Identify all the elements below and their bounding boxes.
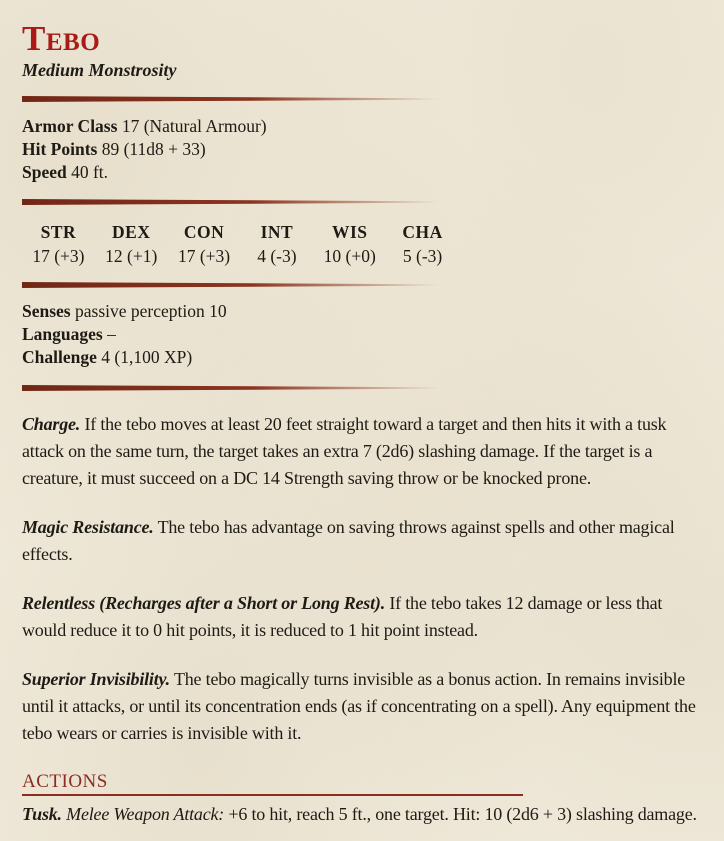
trait-charge — [22, 411, 702, 492]
senses-label: Senses — [22, 301, 71, 321]
creature-details — [22, 300, 702, 369]
trait-magic-resistance — [22, 514, 702, 568]
trait-superior-invisibility — [22, 666, 702, 747]
challenge-label: Challenge — [22, 347, 97, 367]
trait-name: Relentless (Recharges after a Short or Long Rest). — [22, 593, 386, 613]
ability-name: WIS — [331, 222, 368, 242]
ability-column-int — [240, 220, 313, 268]
ability-column-str — [22, 220, 95, 268]
languages-row — [22, 323, 702, 346]
traits-section — [22, 411, 702, 747]
ability-column-con — [168, 220, 241, 268]
ability-name: STR — [40, 222, 77, 242]
trait-name: Charge. — [22, 414, 81, 434]
ability-column-dex — [95, 220, 168, 268]
armor-class-value: 17 (Natural Armour) — [121, 116, 267, 136]
ability-score: 17 (+3) — [32, 246, 85, 266]
action-name: Tusk. — [22, 804, 62, 824]
languages-label: Languages — [22, 324, 103, 344]
senses-value: passive perception 10 — [75, 301, 227, 321]
speed-label: Speed — [22, 162, 67, 182]
trait-name: Magic Resistance. — [22, 517, 154, 537]
ability-score: 10 (+0) — [323, 246, 376, 266]
action-text: +6 to hit, reach 5 ft., one target. Hit: 10 (2d6 + 3) slashing damage. — [228, 804, 697, 824]
challenge-value: 4 (1,100 XP) — [101, 347, 193, 367]
hit-points-row — [22, 138, 702, 161]
hit-points-label: Hit Points — [22, 139, 98, 159]
speed-value: 40 ft. — [71, 162, 109, 182]
action-tusk — [22, 801, 702, 828]
trait-text: The tebo magically turns invisible as a bonus action. In remains invisible until it attacks, or until its concentration ends (as if concentrating on a spell). Any equipment the tebo wears or carries is invisible with it. — [22, 669, 696, 743]
ability-score: 12 (+1) — [105, 246, 158, 266]
ability-score: 4 (-3) — [257, 246, 297, 266]
actions-section-header: ACTIONS — [22, 771, 523, 796]
trait-text: If the tebo moves at least 20 feet straight toward a target and then hits it with a tusk attack on the same turn, the target takes an extra 7 (2d6) slashing damage. If the target is a creature, it must succeed on a DC 14 Strength saving throw or be knocked prone. — [22, 414, 667, 488]
trait-name: Superior Invisibility. — [22, 669, 170, 689]
core-stats — [22, 115, 702, 184]
trait-text: If the tebo takes 12 damage or less that would reduce it to 0 hit points, it is reduced to 1 hit point instead. — [22, 593, 663, 640]
hit-points-value: 89 (11d8 + 33) — [101, 139, 206, 159]
languages-value: – — [107, 324, 116, 344]
ability-column-cha — [386, 220, 459, 268]
challenge-row — [22, 346, 702, 369]
creature-name: Tebo — [22, 19, 101, 58]
ability-name: DEX — [112, 222, 151, 242]
trait-relentless — [22, 590, 702, 644]
tapered-divider — [22, 96, 440, 102]
ability-name: CON — [183, 222, 225, 242]
tapered-divider — [22, 282, 440, 288]
ability-scores-table — [22, 220, 459, 268]
action-attack-type: Melee Weapon Attack: — [66, 804, 225, 824]
tapered-divider — [22, 199, 440, 205]
ability-name: INT — [260, 222, 294, 242]
senses-row — [22, 300, 702, 323]
armor-class-row — [22, 115, 702, 138]
tapered-divider — [22, 385, 440, 391]
ability-column-wis — [313, 220, 386, 268]
speed-row — [22, 161, 702, 184]
ability-score: 5 (-3) — [402, 246, 443, 266]
trait-text: The tebo has advantage on saving throws against spells and other magical effects. — [22, 517, 675, 564]
creature-type: Medium Monstrosity — [22, 60, 177, 80]
armor-class-label: Armor Class — [22, 116, 118, 136]
ability-score: 17 (+3) — [177, 246, 231, 266]
ability-name: CHA — [402, 222, 443, 242]
